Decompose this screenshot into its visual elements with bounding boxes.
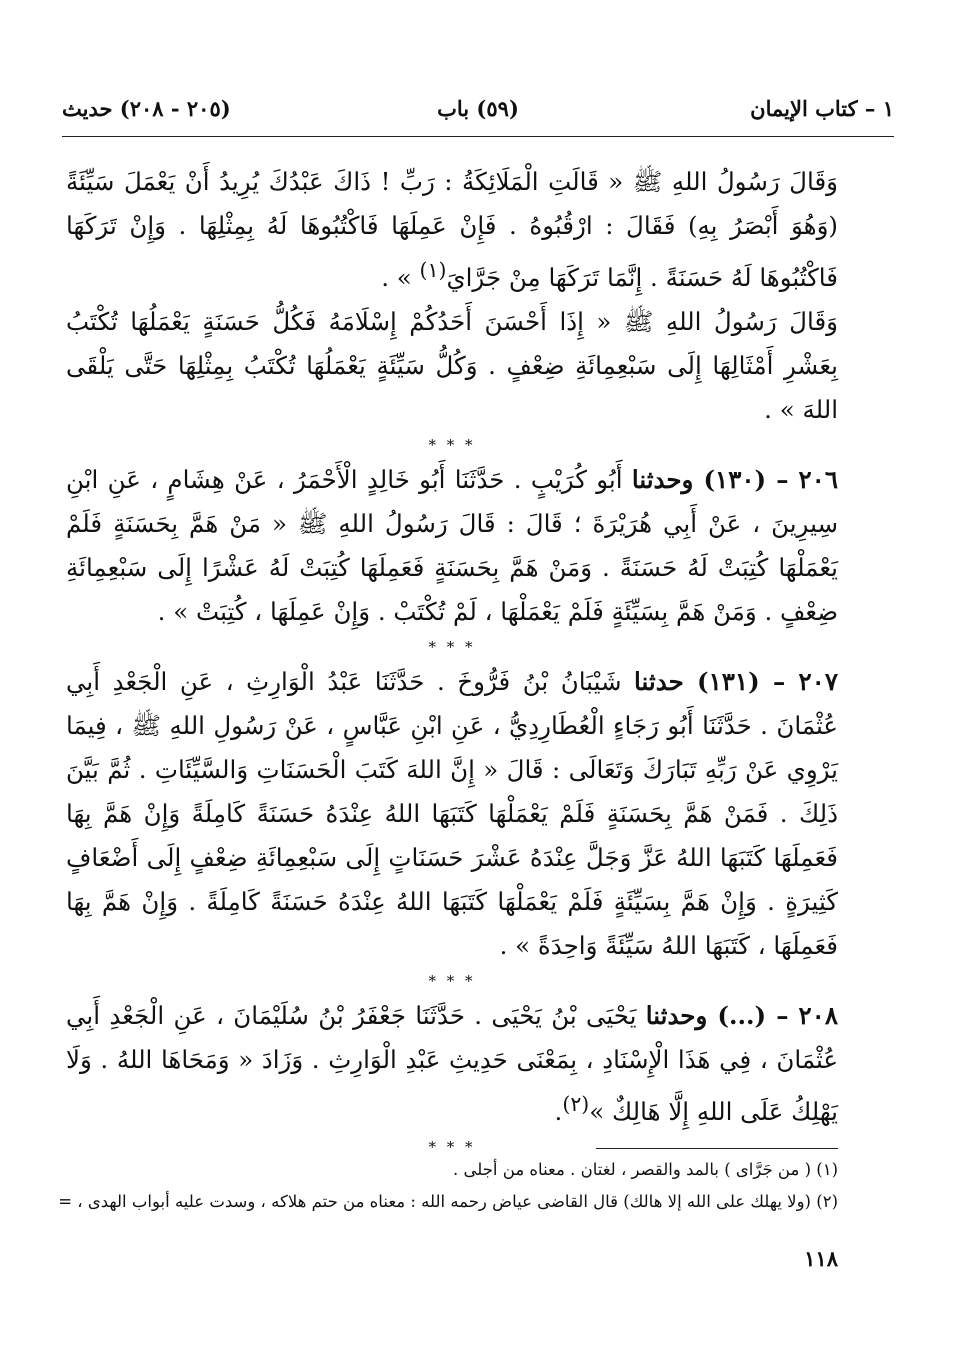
separator-stars: * * *	[428, 638, 476, 657]
book-title: ١ – كتاب الإيمان	[750, 96, 894, 121]
footnote-rule	[596, 1148, 838, 1149]
separator-stars: * * *	[428, 1138, 476, 1157]
hadith-208-text: يَحْيَى بْنُ يَحْيَى . حَدَّثَنَا جَعْفَرُ بْنُ سُلَيْمَانَ ، عَنِ الْجَعْدِ أَبِي عُثْمَانَ ، فِي هَذَا الْإِسْنَادِ ، بِمَعْنَى حَدِيثِ عَبْدِ الْوَارِثِ . وَزَادَ « وَمَحَاهَا اللهُ . وَلَا يَهْلِكُ عَلَى اللهِ إِلَّا هَالِكٌ »	[66, 1001, 838, 1127]
hadith-208	[66, 994, 838, 1134]
paragraph-angels-hadith	[66, 160, 838, 300]
paragraph-islam-hadith: وَقَالَ رَسُولُ اللهِ ﷺ « إِذَا أَحْسَنَ أَحَدُكُمْ إِسْلَامَهُ فَكُلُّ حَسَنَةٍ يَعْمَلُهَا تُكْتَبُ بِعَشْرِ أَمْثَالِهَا إِلَى سَبْعِمِائَةِ ضِعْفٍ . وَكُلُّ سَيِّئَةٍ يَعْمَلُهَا تُكْتَبُ بِمِثْلِهَا حَتَّى يَلْقَى اللهَ » .	[66, 307, 838, 425]
hadith-206	[66, 458, 838, 634]
hadith-206-text: أَبُو كُرَيْبٍ . حَدَّثَنَا أَبُو خَالِدٍ الْأَحْمَرُ ، عَنْ هِشَامٍ ، عَنِ ابْنِ سِيرِينَ ، عَنْ أَبِي هُرَيْرَةَ ؛ قَالَ : قَالَ رَسُولُ اللهِ ﷺ « مَنْ هَمَّ بِحَسَنَةٍ فَلَمْ يَعْمَلْهَا كُتِبَتْ لَهُ حَسَنَةً . وَمَنْ هَمَّ بِحَسَنَةٍ فَعَمِلَهَا كُتِبَتْ لَهُ عَشْرًا إِلَى سَبْعِمِائَةِ ضِعْفٍ . وَمَنْ هَمَّ بِسَيِّئَةٍ فَلَمْ يَعْمَلْهَا ، لَمْ تُكْتَبْ . وَإِنْ عَمِلَهَا ، كُتِبَتْ » .	[66, 465, 838, 627]
page-number: ١١٨	[804, 1246, 838, 1271]
footnote-1: (١) ( من جَرَّاى ) بالمد والقصر ، لغتان . معناه من أجلى .	[453, 1160, 838, 1179]
chapter-label: (٥٩) باب	[437, 96, 519, 121]
main-text	[66, 160, 838, 1160]
hadith-207-number: ٢٠٧ – (١٣١) حدثنا	[634, 667, 838, 697]
separator-stars: * * *	[428, 436, 476, 455]
hadith-206-number: ٢٠٦ – (١٣٠) وحدثنا	[631, 465, 838, 495]
paragraph-text-end: » .	[381, 263, 420, 293]
hadith-208-end: .	[554, 1097, 563, 1127]
footnote-ref-1: (١)	[419, 258, 447, 282]
hadith-207	[66, 660, 838, 968]
footnote-2: (٢) (ولا يهلك على الله إلا هالك) قال القاضى عياض رحمه الله : معناه من حتم هلاكه ، وسدت عليه أبواب الهدى ، =	[58, 1192, 838, 1211]
hadith-208-number: ٢٠٨ – (...) وحدثنا	[645, 1001, 838, 1031]
hadith-207-text: شَيْبَانُ بْنُ فَرُّوخَ . حَدَّثَنَا عَبْدُ الْوَارِثِ ، عَنِ الْجَعْدِ أَبِي عُثْمَانَ . حَدَّثَنَا أَبُو رَجَاءٍ الْعُطَارِدِيُّ ، عَنِ ابْنِ عَبَّاسٍ ، عَنْ رَسُولِ اللهِ ﷺ ، فِيمَا يَرْوِي عَنْ رَبِّهِ تَبَارَكَ وَتَعَالَى : قَالَ « إِنَّ اللهَ كَتَبَ الْحَسَنَاتِ وَالسَّيِّئَاتِ . ثُمَّ بَيَّنَ ذَلِكَ . فَمَنْ هَمَّ بِحَسَنَةٍ فَلَمْ يَعْمَلْهَا كَتَبَهَا اللهُ عِنْدَهُ حَسَنَةً كَامِلَةً وَإِنْ هَمَّ بِهَا فَعَمِلَهَا كَتَبَهَا اللهُ عَزَّ وَجَلَّ عِنْدَهُ عَشْرَ حَسَنَاتٍ إِلَى سَبْعِمِائَةِ ضِعْفٍ إِلَى أَضْعَافٍ كَثِيرَةٍ . وَإِنْ هَمَّ بِسَيِّئَةٍ فَلَمْ يَعْمَلْهَا كَتَبَهَا اللهُ عِنْدَهُ حَسَنَةً كَامِلَةً . وَإِنْ هَمَّ بِهَا فَعَمِلَهَا ، كَتَبَهَا اللهُ سَيِّئَةً وَاحِدَةً » .	[66, 667, 838, 961]
header-rule	[62, 136, 894, 137]
paragraph-text: وَقَالَ رَسُولُ اللهِ ﷺ « قَالَتِ الْمَلَائِكَةُ : رَبِّ ! ذَاكَ عَبْدُكَ يُرِيدُ أَنْ يَعْمَلَ سَيِّئَةً (وَهُوَ أَبْصَرُ بِهِ) فَقَالَ : ارْقُبُوهُ . فَإِنْ عَمِلَهَا فَاكْتُبُوهَا لَهُ بِمِثْلِهَا . وَإِنْ تَرَكَهَا فَاكْتُبُوهَا لَهُ حَسَنَةً . إِنَّمَا تَرَكَهَا مِنْ جَرَّايَ	[66, 167, 838, 293]
running-header	[62, 96, 894, 130]
separator-stars: * * *	[428, 972, 476, 991]
hadith-range: (٢٠٥ - ٢٠٨) حديث	[62, 96, 231, 121]
footnotes	[60, 1154, 838, 1218]
footnote-ref-2: (٢)	[562, 1092, 590, 1117]
